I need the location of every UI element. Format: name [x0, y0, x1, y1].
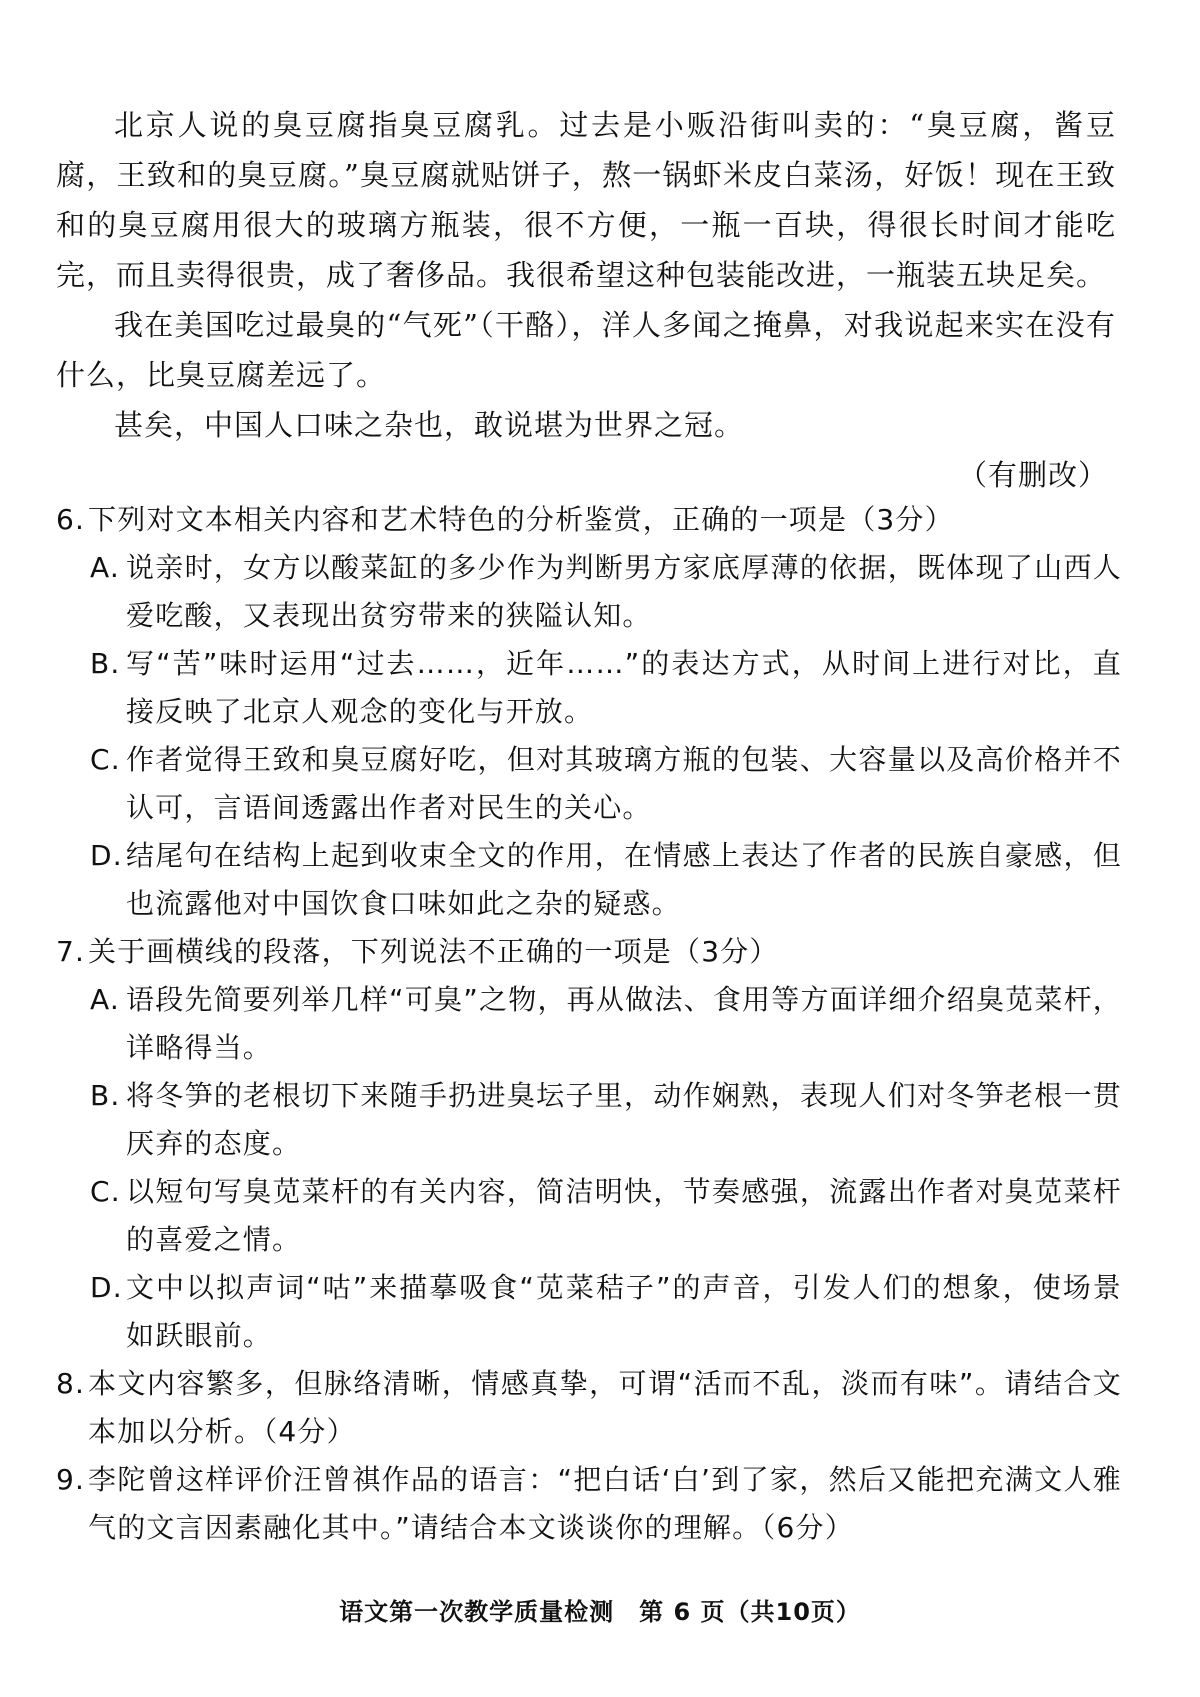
passage-paragraph-3: 甚矣，中国人口味之杂也，敢说堪为世界之冠。 [114, 408, 745, 442]
option-text: 以短句写臭苋菜杆的有关内容，简洁明快，节奏感强，流露出作者对臭苋菜杆的喜爱之情。 [126, 1175, 1122, 1256]
option-c [90, 1168, 1122, 1264]
question-number: 9. [56, 1463, 86, 1496]
question-stem [56, 1456, 1122, 1552]
option-text: 文中以拟声词“咕”来描摹吸食“苋菜秸子”的声音，引发人们的想象，使场景如跃眼前。 [126, 1271, 1122, 1352]
option-letter: B. [90, 647, 121, 680]
reading-passage [56, 100, 1116, 500]
question-6 [56, 496, 1122, 928]
option-text: 作者觉得王致和臭豆腐好吃，但对其玻璃方瓶的包装、大容量以及高价格并不认可，言语间透露出作者对民生的关心。 [126, 743, 1122, 824]
question-stem [56, 928, 1122, 976]
option-letter: C. [90, 1175, 121, 1208]
option-text: 写“苦”味时运用“过去……，近年……”的表达方式，从时间上进行对比，直接反映了北京人观念的变化与开放。 [126, 647, 1122, 728]
option-b [90, 1072, 1122, 1168]
option-letter: C. [90, 743, 121, 776]
option-text: 语段先简要列举几样“可臭”之物，再从做法、食用等方面详细介绍臭苋菜杆，详略得当。 [126, 983, 1123, 1064]
question-number: 7. [56, 935, 86, 968]
option-letter: D. [90, 839, 123, 872]
question-stem [56, 1360, 1122, 1456]
question-number: 8. [56, 1367, 86, 1400]
question-list [56, 496, 1122, 1552]
question-stem [56, 496, 1122, 544]
option-a [90, 544, 1122, 640]
question-number: 6. [56, 503, 86, 536]
option-b [90, 640, 1122, 736]
option-c [90, 736, 1122, 832]
question-9 [56, 1456, 1122, 1552]
option-text: 结尾句在结构上起到收束全文的作用，在情感上表达了作者的民族自豪感，但也流露他对中国饮食口味如此之杂的疑惑。 [126, 839, 1122, 920]
question-7 [56, 928, 1122, 1360]
option-text: 将冬笋的老根切下来随手扔进臭坛子里，动作娴熟，表现人们对冬笋老根一贯厌弃的态度。 [126, 1079, 1122, 1160]
question-8 [56, 1360, 1122, 1456]
question-text: 本文内容繁多，但脉络清晰，情感真挚，可谓“活而不乱，淡而有味”。请结合文本加以分析。（4分） [88, 1367, 1122, 1448]
passage-paragraph-2: 我在美国吃过最臭的“气死”（干酪），洋人多闻之掩鼻，对我说起来实在没有什么，比臭豆腐差远了。 [56, 308, 1116, 392]
option-d [90, 1264, 1122, 1360]
option-a [90, 976, 1122, 1072]
option-letter: A. [90, 983, 120, 1016]
option-letter: A. [90, 551, 120, 584]
option-letter: B. [90, 1079, 121, 1112]
page-footer: 语文第一次教学质量检测 第 6 页（共10页） [339, 1598, 861, 1626]
question-text: 关于画横线的段落，下列说法不正确的一项是（3分） [88, 935, 779, 968]
option-d [90, 832, 1122, 928]
question-text: 李陀曾这样评价汪曾祺作品的语言：“把白话‘白’到了家，然后又能把充满文人雅气的文言因素融化其中。”请结合本文谈谈你的理解。（6分） [88, 1463, 1122, 1544]
source-note: （有删改） [957, 458, 1108, 492]
question-text: 下列对文本相关内容和艺术特色的分析鉴赏，正确的一项是（3分） [88, 503, 954, 536]
option-letter: D. [90, 1271, 123, 1304]
option-text: 说亲时，女方以酸菜缸的多少作为判断男方家底厚薄的依据，既体现了山西人爱吃酸，又表现出贫穷带来的狭隘认知。 [126, 551, 1122, 632]
passage-paragraph-1: 北京人说的臭豆腐指臭豆腐乳。过去是小贩沿街叫卖的：“臭豆腐，酱豆腐，王致和的臭豆腐。”臭豆腐就贴饼子，熬一锅虾米皮白菜汤，好饭！现在王致和的臭豆腐用很大的玻璃方瓶装，很不方便，一瓶一百块，得很长时间才能吃完，而且卖得很贵，成了奢侈品。我很希望这种包装能改进，一瓶装五块足矣。 [56, 108, 1116, 292]
